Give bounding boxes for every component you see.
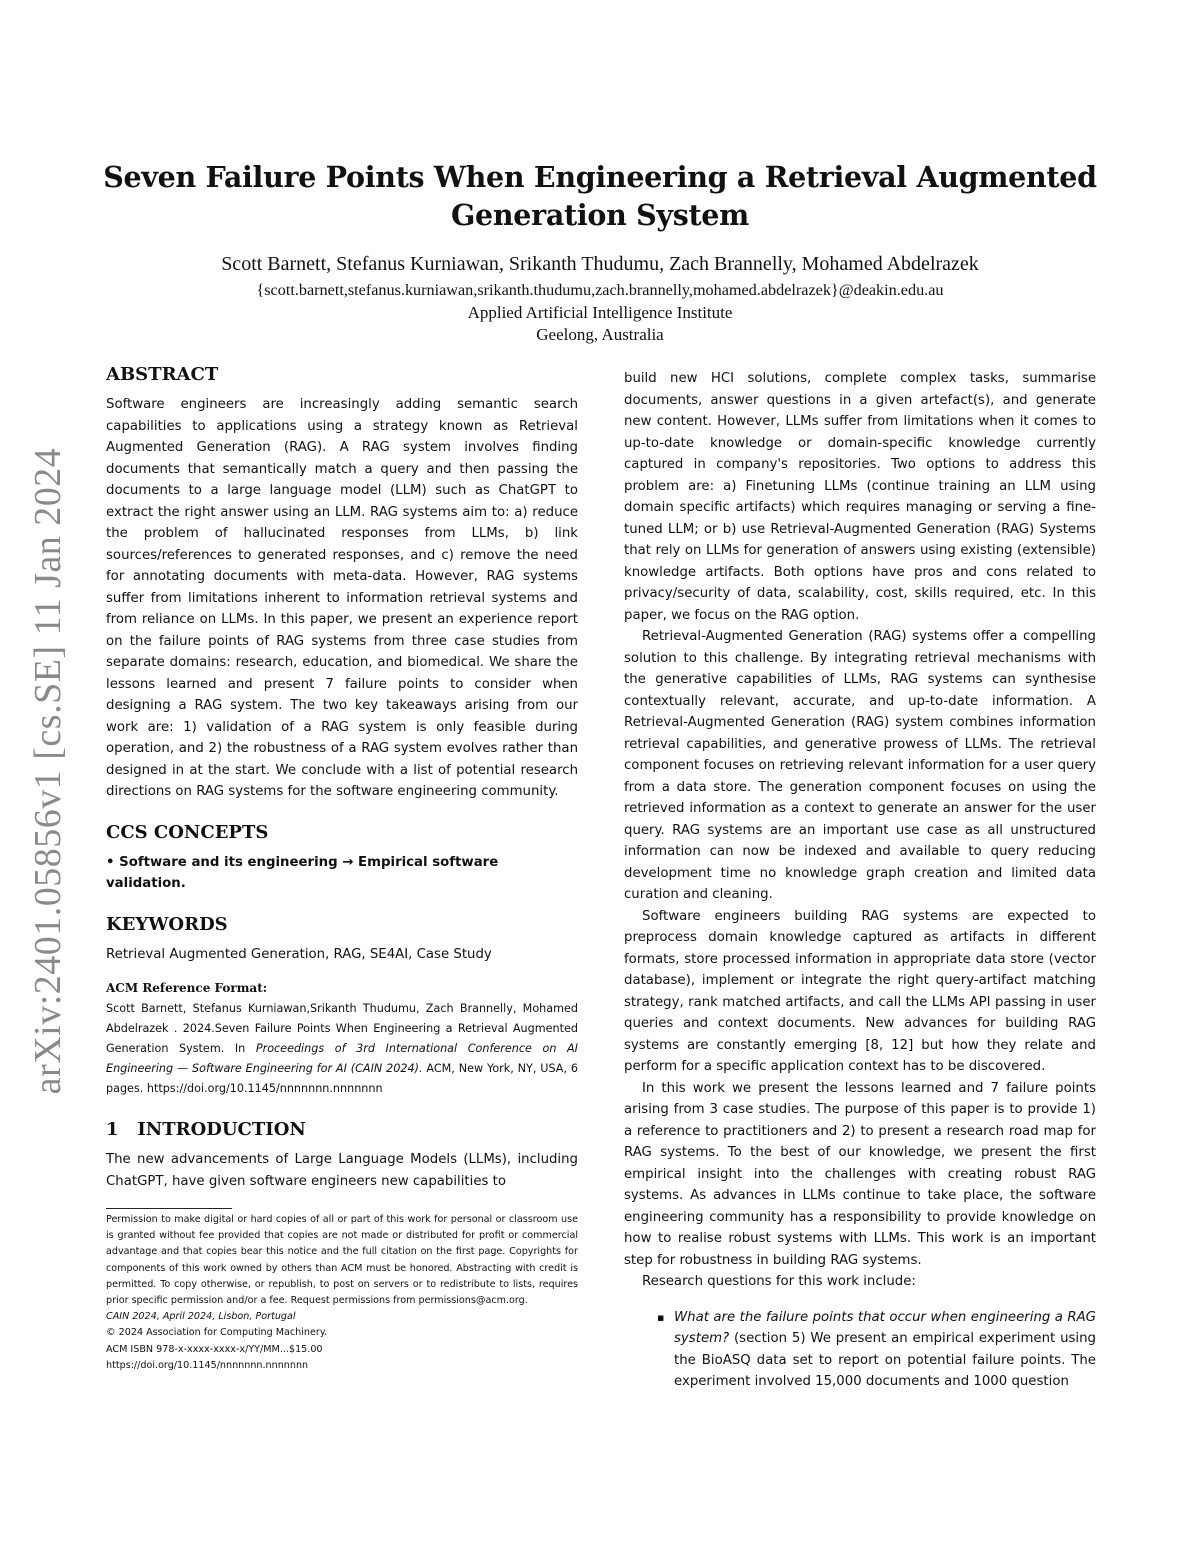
isbn-line: ACM ISBN 978-x-xxxx-xxxx-x/YY/MM...$15.00 (106, 1343, 323, 1355)
section-title: INTRODUCTION (137, 1119, 306, 1140)
ccs-concepts-text: • Software and its engineering → Empirical software validation. (106, 854, 499, 891)
permission-notice: Permission to make digital or hard copies of all or part of this work for personal or classroom use is granted without fee provided that copies are not made or distributed for profit or commercial advantage and that copies bear this notice and the full citation on the first page. Copyrights for components of this work owned by others than ACM must be honored. Abstracting with credit is permitted. To copy otherwise, or republish, to post on servers or to redistribute to lists, requires prior specific permission and/or a fee. Request permissions from permissions@acm.org. (106, 1214, 578, 1307)
rq1-description: (section 5) We present an empirical experiment using the BioASQ data set to report on potential failure points. The experiment involved 15,000 documents and 1000 question (674, 1331, 1096, 1389)
author-list: Scott Barnett, Stefanus Kurniawan, Srikanth Thudumu, Zach Brannelly, Mohamed Abdelrazek (221, 253, 979, 275)
acm-reference-venue: Proceedings of 3rd International Conference on AI Engineering — Software Engineering for AI (CAIN 2024). (106, 1042, 578, 1075)
right-column (624, 368, 1096, 1393)
copyright-line: © 2024 Association for Computing Machinery. (106, 1327, 328, 1339)
footnote-divider (106, 1208, 232, 1209)
keywords-text: Retrieval Augmented Generation, RAG, SE4AI, Case Study (106, 946, 492, 962)
arxiv-id-text: arXiv:2401.05856v1 [cs.SE] 11 Jan 2024 (27, 447, 69, 1095)
keywords-heading: KEYWORDS (106, 913, 228, 935)
rq1-question: What are the failure points that occur when engineering a RAG system? (674, 1309, 1096, 1346)
left-column (106, 362, 578, 1374)
research-questions-lead: Research questions for this work include: (642, 1274, 916, 1289)
intro-paragraph-2: Retrieval-Augmented Generation (RAG) systems offer a compelling solution to this challenge. By integrating retrieval mechanisms with the generative capabilities of LLMs, RAG systems can synthesise contextually relevant, accurate, and up-to-date information. A Retrieval-Augmented Generation (RAG) system combines information retrieval capabilities, and generative prowess of LLMs. The retrieval component focuses on retrieving relevant information for a user query from a data store. The generation component focuses on using the retrieved information as a context to generate an answer for the user query. RAG systems are an important use case as all unstructured information can now be indexed and available to query reducing development time no knowledge graph creation and limited data curation and cleaning. (624, 629, 1096, 902)
acm-reference-publisher: ACM, New York, NY, USA, 6 pages. https://doi.org/10.1145/nnnnnnn.nnnnnnn (106, 1062, 578, 1095)
affiliation: Applied Artificial Intelligence Institute (467, 303, 733, 322)
abstract-heading: ABSTRACT (106, 364, 219, 385)
introduction-heading (106, 1117, 578, 1143)
arxiv-identifier-stamp (28, 431, 68, 1111)
introduction-text: The new advancements of Large Language Models (LLMs), including ChatGPT, have given software engineers new capabilities to (106, 1152, 578, 1189)
list-item (674, 1307, 1096, 1393)
acm-reference-text (106, 999, 578, 1099)
abstract-text: Software engineers are increasingly adding semantic search capabilities to applications using a strategy known as Retrieval Augmented Generation (RAG). A RAG system involves finding documents that semantically match a query and then passing the documents to a large language model (LLM) such as ChatGPT to extract the right answer using an LLM. RAG systems aim to: a) reduce the problem of hallucinated responses from LLMs, b) link sources/references to generated responses, and c) remove the need for annotating documents with meta-data. However, RAG systems suffer from limitations inherent to information retrieval systems and from reliance on LLMs. In this paper, we present an experience report on the failure points of RAG systems from three case studies from separate domains: research, education, and biomedical. We share the lessons learned and present 7 failure points to consider when designing a RAG system. The two key takeaways arising from our work are: 1) validation of a RAG system is only feasible during operation, and 2) the robustness of a RAG system evolves rather than designed in at the start. We conclude with a list of potential research directions on RAG systems for the software engineering community. (106, 397, 578, 799)
acm-reference-authors: Scott Barnett, Stefanus Kurniawan,Srikanth Thudumu, Zach Brannelly, Mohamed Abdelrazek . 2024.Seven Failure Points When Engineering a Retrieval Augmented Generation System. In (106, 1002, 578, 1055)
ccs-heading: CCS CONCEPTS (106, 821, 269, 843)
location: Geelong, Australia (536, 325, 664, 344)
paper-title: Seven Failure Points When Engineering a Retrieval Augmented Generation System (103, 160, 1097, 232)
intro-paragraph-3: Software engineers building RAG systems are expected to preprocess domain knowledge captured as artifacts in different formats, store processed information in appropriate data store (vector database), implement or integrate the right query-artifact matching strategy, rank matched artifacts, and call the LLMs API passing in user queries and context documents. New advances for building RAG systems are constantly emerging [8, 12] but how they relate and perform for a specific application context has to be discovered. (624, 908, 1096, 1074)
title-block (100, 158, 1100, 346)
acm-reference-heading: ACM Reference Format: (106, 981, 268, 995)
conference-line: CAIN 2024, April 2024, Lisbon, Portugal (106, 1311, 296, 1323)
doi-link[interactable]: https://doi.org/10.1145/nnnnnnn.nnnnnnn (106, 1359, 309, 1371)
intro-paragraph-4: In this work we present the lessons learned and 7 failure points arising from 3 case studies. The purpose of this paper is to provide 1) a reference to practitioners and 2) to present a research road map for RAG systems. To the best of our knowledge, we present the first empirical insight into the challenges with creating robust RAG systems. As advances in LLMs continue to take place, the software engineering community has a responsibility to provide knowledge on how to realise robust systems with LLMs. This work is an important step for robustness in building RAG systems. (624, 1080, 1096, 1268)
intro-paragraph-1: build new HCI solutions, complete complex tasks, summarise documents, answer questions in a given artefact(s), and generate new content. However, LLMs suffer from limitations when it comes to up-to-date knowledge or domain-specific knowledge currently captured in company's repositories. Two options to address this problem are: a) Finetuning LLMs (continue training an LLM using domain specific artifacts) which requires managing or serving a fine-tuned LLM; or b) use Retrieval-Augmented Generation (RAG) Systems that rely on LLMs for generation of answers using existing (extensible) knowledge artifacts. Both options have pros and cons related to privacy/security of data, scalability, cost, skills required, etc. In this paper, we focus on the RAG option. (624, 371, 1096, 623)
research-questions-list (624, 1307, 1096, 1393)
footnote-block (106, 1208, 578, 1374)
section-number: 1 (106, 1119, 119, 1140)
author-emails: {scott.barnett,stefanus.kurniawan,srikanth.thudumu,zach.brannelly,mohamed.abdelrazek}@deakin.edu.au (256, 281, 944, 299)
